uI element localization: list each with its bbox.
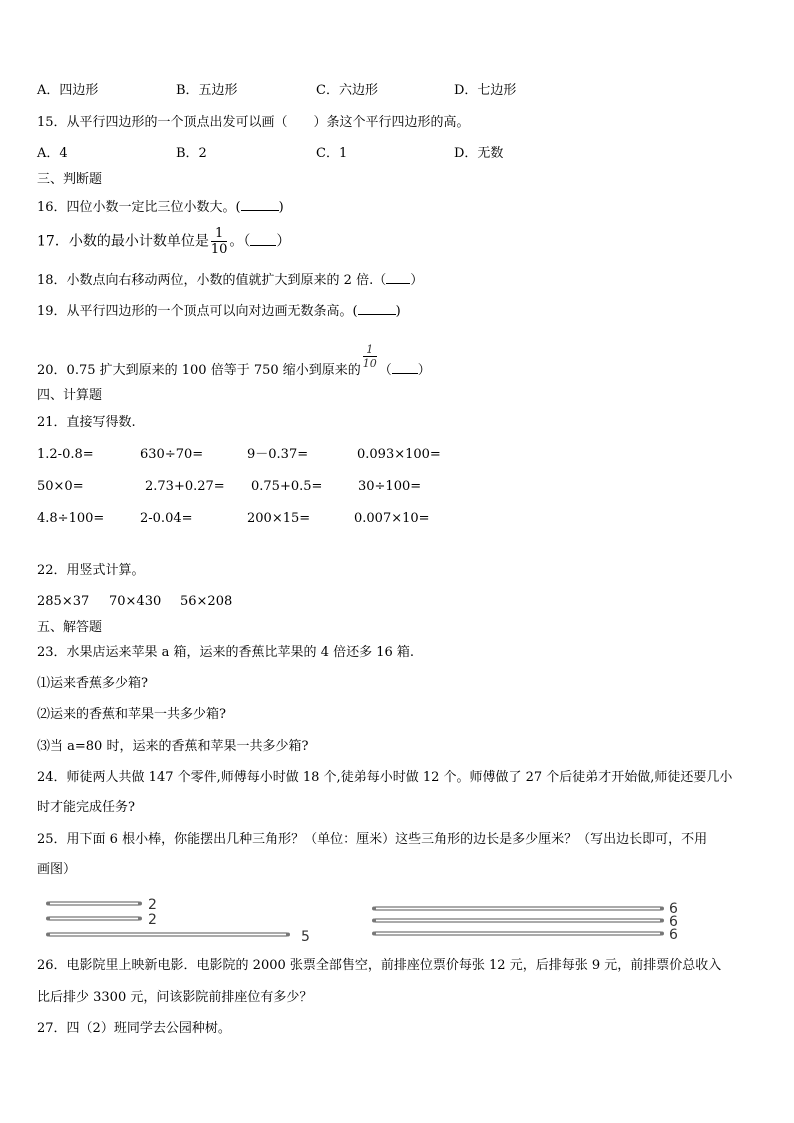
q14-option-c: C．六边形 [316,83,378,98]
sticks-figure-right [370,898,690,944]
q14-option-a: A．四边形 [37,83,99,98]
q15-option-d: D．无数 [454,146,504,161]
q18-close: ） [410,273,424,288]
q19-text: 19．从平行四边形的一个顶点可以向对边画无数条高。( [37,304,358,319]
q21-item: 30÷100= [358,479,422,494]
q15-stem: 15．从平行四边形的一个顶点出发可以画（ ）条这个平行四边形的高。 [37,115,470,130]
q22-stem: 22．用竖式计算。 [37,563,145,578]
q22-item: 285×37 [37,594,90,609]
q23-stem: 23．水果店运来苹果 a 箱，运来的香蕉比苹果的 4 倍还多 16 箱. [37,645,415,660]
q16-text: 16．四位小数一定比三位小数大。( [37,200,241,215]
q21-item: 50×0= [37,479,84,494]
q14-option-d: D．七边形 [454,83,517,98]
q23-part-3: ⑶当 a=80 时，运来的香蕉和苹果一共多少箱? [37,739,309,754]
stick [46,917,142,921]
q26-line-1: 26．电影院里上映新电影．电影院的 2000 张票全部售空，前排座位票价每张 12 元，后排每张 9 元，前排票价总收入 [37,958,722,973]
q19-close: ) [395,304,401,319]
q21-item: 0.75+0.5= [251,479,323,494]
q27: 27．四（2）班同学去公园种树。 [37,1021,231,1036]
q21-item: 1.2-0.8= [37,447,94,462]
q23-part-1: ⑴运来香蕉多少箱? [37,676,148,691]
stick-length-label: 2 [148,912,157,928]
q26-line-2: 比后排少 3300 元，问该影院前排座位有多少？ [37,990,313,1005]
answer-blank[interactable] [392,361,418,374]
answer-blank[interactable] [241,198,279,211]
q17-after: 。（ [229,233,251,250]
q22-item: 56×208 [180,594,233,609]
q23-part-2: ⑵运来的香蕉和苹果一共多少箱? [37,707,226,722]
q21-item: 4.8÷100= [37,511,105,526]
q20-close: ） [417,363,431,378]
q21-item: 0.093×100= [357,447,441,462]
sticks-figure-left [45,898,325,944]
fraction [363,344,377,369]
stick [372,919,664,923]
q18-text: 18．小数点向右移动两位，小数的值就扩大到原来的 2 倍.（ [37,273,387,288]
q18 [37,271,423,289]
q21-item: 0.007×10= [354,511,430,526]
fraction-numerator: 1 [366,343,374,356]
q25-line-2: 画图） [37,862,77,877]
q25-line-1: 25．用下面 6 根小棒，你能摆出几种三角形？（单位：厘米）这些三角形的边长是多少厘米？（写出边长即可，不用 [37,832,708,847]
q17 [37,227,290,256]
stick [372,907,664,911]
q17-text: 17．小数的最小计数单位是 [37,233,209,250]
q22-item: 70×430 [109,594,162,609]
stick [46,902,142,906]
q20-text: 20．0.75 扩大到原来的 100 倍等于 750 缩小到原来的 [37,363,361,378]
section-4-heading: 四、计算题 [37,388,103,403]
q15-option-c: C．1 [316,146,348,161]
fraction-denominator: 10 [210,242,228,257]
stick [46,933,290,937]
q15-option-b: B．2 [176,146,207,161]
q16 [37,198,284,216]
q21-item: 9－0.37= [247,447,309,462]
fraction-denominator: 10 [362,357,377,370]
q21-item: 200×15= [247,511,311,526]
q17-close: ） [276,233,291,250]
stick-length-label: 6 [669,914,678,930]
fraction-numerator: 1 [214,226,224,241]
q24-line-2: 时才能完成任务? [37,800,135,815]
q20-after: （ [378,363,392,378]
answer-blank[interactable] [358,302,396,315]
section-3-heading: 三、判断题 [37,172,103,187]
q21-stem: 21．直接写得数. [37,415,136,430]
stick [372,932,664,936]
stick-length-label: 6 [669,901,678,917]
stick-length-label: 6 [669,927,678,943]
q24-line-1: 24．师徒两人共做 147 个零件,师傅每小时做 18 个,徒弟每小时做 12 个。师傅做了 27 个后徒弟才开始做,师徒还要几小 [37,770,733,785]
stick-length-label: 5 [301,929,310,945]
q21-item: 630÷70= [140,447,204,462]
section-5-heading: 五、解答题 [37,620,103,635]
q21-item: 2-0.04= [140,511,193,526]
q20 [37,343,431,383]
q15-option-a: A．4 [37,146,68,161]
q14-option-b: B．五边形 [176,83,238,98]
fraction [211,227,228,256]
q16-close: ) [278,200,284,215]
q19 [37,302,401,320]
answer-blank[interactable] [250,233,276,246]
stick-length-label: 2 [148,897,157,913]
answer-blank[interactable] [386,271,410,284]
q21-item: 2.73+0.27= [145,479,225,494]
